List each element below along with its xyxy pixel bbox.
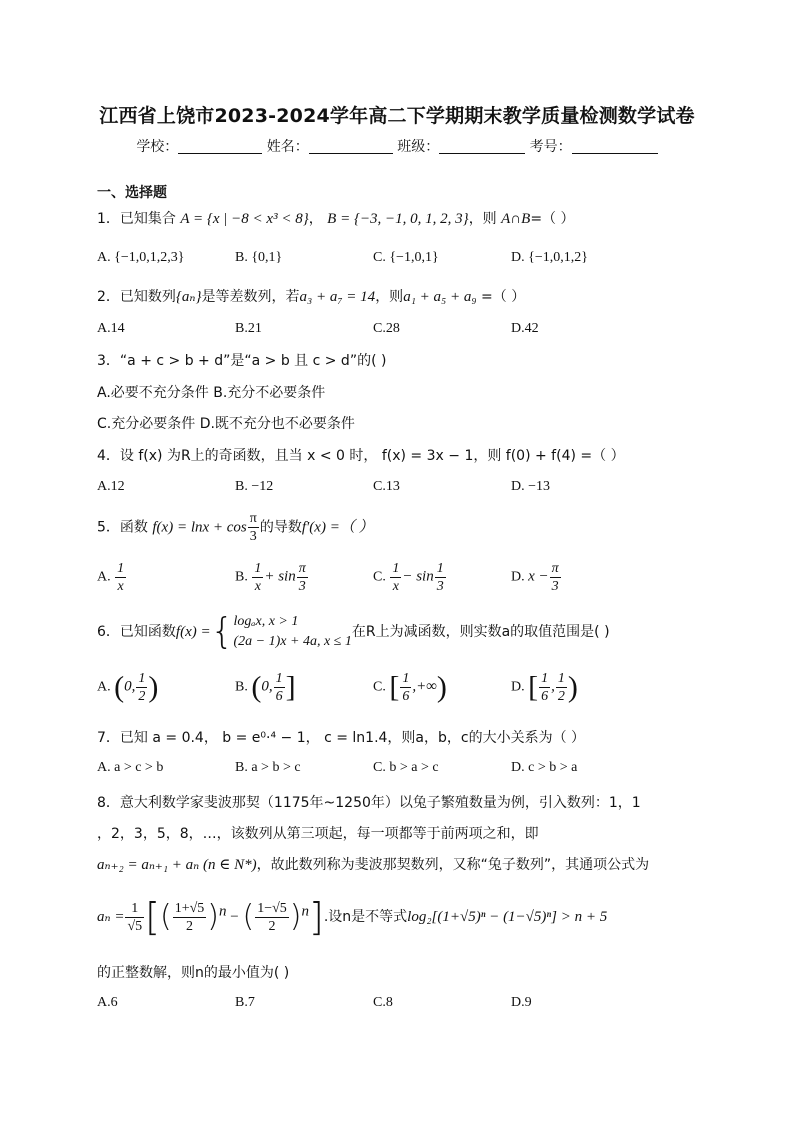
q6-func: f(x) =	[175, 624, 211, 640]
q4-option-b[interactable]: B. −12	[235, 479, 274, 494]
q8-inequality: log₂[(1+√5)ⁿ − (1−√5)ⁿ] > n + 5	[407, 909, 608, 925]
class-blank[interactable]	[439, 139, 525, 154]
question-6	[97, 612, 610, 652]
q6-b-frac: $\frac{1}{6}$	[275, 671, 283, 704]
q4-option-c[interactable]: C.13	[373, 479, 400, 494]
q7-option-a[interactable]: A. a > c > b	[97, 760, 164, 775]
q1-suffix: =（ ）	[530, 211, 575, 227]
school-label: 学校：	[136, 139, 179, 155]
q6-option-b[interactable]: B. (0, $\frac{1}{6}$ ]	[235, 670, 296, 704]
q3-option-c[interactable]: C.充分必要条件	[97, 416, 196, 432]
q6-d-frac2: $\frac{1}{2}$	[557, 671, 565, 704]
name-blank[interactable]	[309, 139, 393, 154]
q6-option-a[interactable]: A. (0, $\frac{1}{2}$ )	[97, 670, 159, 704]
q3-option-b[interactable]: B.充分不必要条件	[213, 385, 326, 401]
q5-c-frac2: $\frac{1}{3}$	[436, 561, 444, 594]
q8-line-4: aₙ = $\frac{1}{√5}$ [( $\frac{1+√5}{2}$ )$^n$ − ( $\frac{1-√5}{2}$ )$^n$].设n是不等式log₂[(1+√5)ⁿ − (1−√5)ⁿ] > n + 5	[97, 895, 608, 939]
q6-cases: logₐx, x > 1 (2a − 1)x + 4a, x ≤ 1	[233, 614, 352, 649]
q1-prefix: 1．已知集合	[97, 211, 176, 227]
q2-suffix: =（ ）	[476, 289, 526, 305]
section-heading: 一、选择题	[97, 185, 167, 201]
q2-text-b: 是等差数列，若	[201, 289, 300, 305]
q3-options-row-1	[97, 382, 325, 402]
q4-option-a[interactable]: A.12	[97, 479, 125, 494]
q8-option-c[interactable]: C.8	[373, 995, 393, 1010]
q6-option-d[interactable]: D. [ $\frac{1}{6}$ , $\frac{1}{2}$ )	[511, 670, 578, 704]
q1-ask: A∩B	[501, 211, 531, 227]
q8-term1-frac: $\frac{1+√5}{2}$	[174, 900, 205, 934]
q1-option-c[interactable]: C. {−1,0,1}	[373, 250, 439, 265]
q5-pi-over-3: $\frac{\pi}{3}$	[249, 511, 257, 544]
q2-cond: a₃ + a₇ = 14	[299, 289, 376, 305]
question-7: 7．已知 a = 0.4， b = e⁰·⁴ − 1， c = ln1.4，则a，b，c的大小关系为（ ）	[97, 730, 586, 746]
class-label: 班级：	[397, 139, 440, 155]
q8-option-d[interactable]: D.9	[511, 995, 532, 1010]
q8-term2-frac: $\frac{1-√5}{2}$	[257, 900, 287, 934]
q6-text-a: 6．已知函数	[97, 624, 176, 640]
q6-d-frac1: $\frac{1}{6}$	[541, 671, 549, 704]
question-1: 1．已知集合 A = {x | −8 < x³ < 8}， B = {−3, −1, 0, 1, 2, 3}，则 A∩B=（ ）	[97, 211, 575, 227]
q3-options-row-2	[97, 413, 355, 433]
number-blank[interactable]	[572, 139, 658, 154]
q1-option-b[interactable]: B. {0,1}	[235, 250, 283, 265]
q5-option-a[interactable]: A. $\frac{1}{x}$	[97, 561, 125, 594]
q5-func: f(x) = lnx + cos	[152, 519, 247, 536]
q6-c-frac: $\frac{1}{6}$	[402, 671, 410, 704]
exam-title: 江西省上饶市2023-2024学年高二下学期期末教学质量检测数学试卷	[99, 105, 695, 127]
q2-ask: a₁ + a₅ + a₉	[403, 289, 477, 305]
q1-option-a[interactable]: A. {−1,0,1,2,3}	[97, 250, 185, 265]
question-5	[97, 510, 374, 545]
q1-set-b: B = {−3, −1, 0, 1, 2, 3}	[327, 211, 469, 227]
q5-b-frac1: $\frac{1}{x}$	[254, 561, 262, 594]
q5-option-c[interactable]: C. $\frac{1}{x}$ − sin $\frac{1}{3}$	[373, 561, 444, 594]
q5-c-frac1: $\frac{1}{x}$	[392, 561, 400, 594]
q5-option-d[interactable]: D. x − $\frac{\pi}{3}$	[511, 561, 559, 594]
q8-option-a[interactable]: A.6	[97, 995, 118, 1010]
q4-option-d[interactable]: D. −13	[511, 479, 551, 494]
q2-option-a[interactable]: A.14	[97, 321, 125, 336]
q2-option-c[interactable]: C.28	[373, 321, 400, 336]
q5-option-b[interactable]: B. $\frac{1}{x}$ + sin $\frac{\pi}{3}$	[235, 561, 306, 594]
q8-line-1: 8．意大利数学家斐波那契（1175年~1250年）以兔子繁殖数量为例，引入数列：1，1	[97, 795, 641, 811]
q5-deriv: f′(x) =（ ）	[301, 519, 374, 536]
q8-recurrence: aₙ₊₂ = aₙ₊₁ + aₙ (n ∈ N*)	[97, 857, 257, 873]
number-label: 考号：	[529, 139, 572, 155]
question-4: 4．设 f(x) 为R上的奇函数，且当 x < 0 时， f(x) = 3x − 1，则 f(0) + f(4) =（ ）	[97, 448, 625, 464]
q8-line-5: 的正整数解，则n的最小值为( )	[97, 965, 290, 981]
question-2	[97, 286, 525, 306]
q7-option-d[interactable]: D. c > b > a	[511, 760, 578, 775]
q6-a-frac: $\frac{1}{2}$	[138, 671, 146, 704]
q5-b-frac2: $\frac{\pi}{3}$	[298, 561, 306, 594]
q8-line-2: ，2，3，5，8，…，该数列从第三项起，每一项都等于前两项之和，即	[97, 826, 539, 842]
q8-line-3	[97, 854, 649, 874]
q7-option-c[interactable]: C. b > a > c	[373, 760, 439, 775]
q8-line-4-text: .设n是不等式	[323, 909, 408, 925]
student-info-row	[0, 136, 794, 156]
q8-option-b[interactable]: B.7	[235, 995, 255, 1010]
q2-text-a: 2．已知数列	[97, 289, 176, 305]
q2-text-c: ，则	[375, 289, 404, 305]
q6-option-c[interactable]: C. [ $\frac{1}{6}$ ,+∞)	[373, 670, 447, 704]
q8-formula-lhs: aₙ =	[97, 909, 125, 925]
q8-line-3-text: ，故此数列称为斐波那契数列，又称“兔子数列”，其通项公式为	[256, 857, 650, 873]
q3-option-d[interactable]: D.既不充分也不必要条件	[199, 416, 355, 432]
q5-d-frac: $\frac{\pi}{3}$	[551, 561, 559, 594]
q1-option-d[interactable]: D. {−1,0,1,2}	[511, 250, 588, 265]
question-3: 3．“a + c > b + d”是“a > b 且 c > d”的( )	[97, 353, 387, 369]
name-label: 姓名：	[266, 139, 309, 155]
q8-coef-frac: $\frac{1}{√5}$	[127, 900, 143, 934]
q3-option-a[interactable]: A.必要不充分条件	[97, 385, 209, 401]
q5-text-b: 的导数	[259, 519, 302, 536]
school-blank[interactable]	[178, 139, 262, 154]
q1-mid: ，则	[468, 211, 497, 227]
q2-seq: {aₙ}	[175, 289, 202, 305]
q6-brace-icon: {	[210, 611, 234, 652]
q2-option-b[interactable]: B.21	[235, 321, 262, 336]
q1-set-a: A = {x | −8 < x³ < 8}	[180, 211, 309, 227]
q6-text-b: 在R上为减函数，则实数a的取值范围是( )	[351, 624, 610, 640]
q7-option-b[interactable]: B. a > b > c	[235, 760, 301, 775]
q5-text-a: 5．函数	[97, 519, 148, 536]
q2-option-d[interactable]: D.42	[511, 321, 539, 336]
q5-a-frac: $\frac{1}{x}$	[117, 561, 125, 594]
